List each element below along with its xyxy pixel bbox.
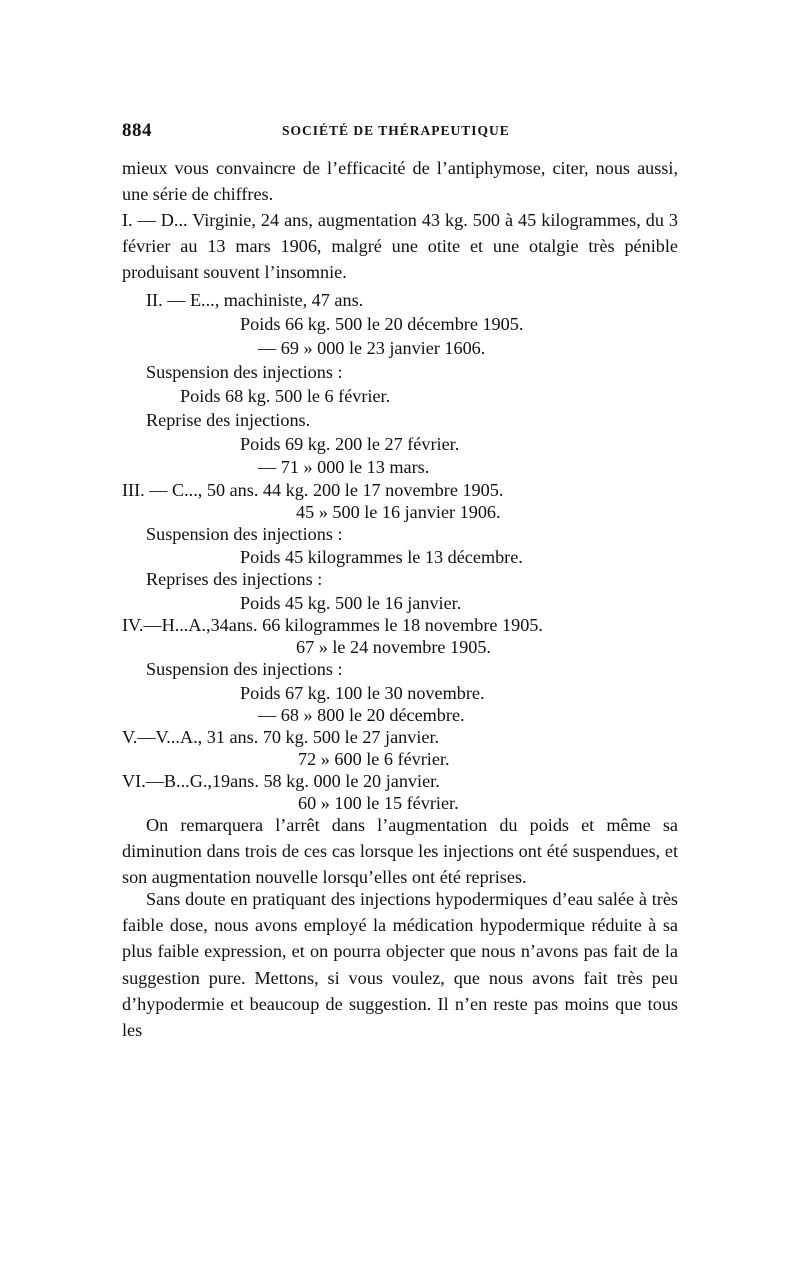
weight-line: Poids 67 kg. 100 le 30 novembre. (240, 683, 485, 703)
suspension-note: Suspension des injections : (146, 659, 343, 679)
page-number: 884 (122, 120, 152, 141)
page-header (122, 120, 678, 144)
conclusion-paragraph (122, 812, 678, 891)
case-three-heading: III. — C..., 50 ans. 44 kg. 200 le 17 novembre 1905. (122, 480, 504, 500)
case-five-heading: V.—V...A., 31 ans. 70 kg. 500 le 27 janvier. (122, 727, 440, 747)
weight-line: Poids 45 kg. 500 le 16 janvier. (240, 593, 462, 613)
weight-line: 67 » le 24 novembre 1905. (296, 637, 491, 657)
weight-line: 72 » 600 le 6 février. (298, 749, 450, 769)
suspension-note: Suspension des injections : (146, 362, 343, 382)
resumption-note: Reprise des injections. (146, 410, 311, 430)
suspension-note: Suspension des injections : (146, 524, 343, 544)
weight-line: Poids 45 kilogrammes le 13 décembre. (240, 547, 523, 567)
conclusion-text: On remarquera l’arrêt dans l’augmentation du poids et même sa diminution dans trois de ces cas lorsque les injections ont été suspendues, et son augmentation nouvelle lorsqu’elles ont été reprises. (122, 815, 678, 888)
weight-line: 60 » 100 le 15 février. (298, 793, 459, 813)
case-one-paragraph: I. — D... Virginie, 24 ans, augmentation 43 kg. 500 à 45 kilogrammes, du 3 février au 13 mars 1906, malgré une otite et une otalgie très pénible produisant souvent l’insomnie. (122, 210, 678, 283)
weight-line: — 68 » 800 le 20 décembre. (258, 705, 465, 725)
intro-paragraph: mieux vous convaincre de l’efficacité de l’antiphymose, citer, nous aussi, une série de chiffres. (122, 158, 678, 205)
weight-line: — 71 » 000 le 13 mars. (258, 457, 430, 477)
weight-line: Poids 69 kg. 200 le 27 février. (240, 434, 460, 454)
weight-line: Poids 68 kg. 500 le 6 février. (180, 386, 391, 406)
case-two-heading: II. — E..., machiniste, 47 ans. (146, 290, 364, 310)
final-text: Sans doute en pratiquant des injections hypodermiques d’eau salée à très faible dose, nous avons employé la médication hypodermique réduite à sa plus faible expression, et on pourra objecter que nous n’avons pas fait de la suggestion pure. Mettons, si vous voulez, que nous avons fait très peu d’hypodermie et beaucoup de suggestion. Il n’en reste pas moins que tous les (122, 889, 678, 1041)
final-paragraph (122, 886, 678, 1043)
weight-line: Poids 66 kg. 500 le 20 décembre 1905. (240, 314, 524, 334)
weight-line: — 69 » 000 le 23 janvier 1606. (258, 338, 486, 358)
resumption-note: Reprises des injections : (146, 569, 323, 589)
running-head: SOCIÉTÉ DE THÉRAPEUTIQUE (282, 123, 510, 138)
weight-line: 45 » 500 le 16 janvier 1906. (296, 502, 501, 522)
case-six-heading: VI.—B...G.,19ans. 58 kg. 000 le 20 janvier. (122, 771, 440, 791)
case-four-heading: IV.—H...A.,34ans. 66 kilogrammes le 18 novembre 1905. (122, 615, 543, 635)
